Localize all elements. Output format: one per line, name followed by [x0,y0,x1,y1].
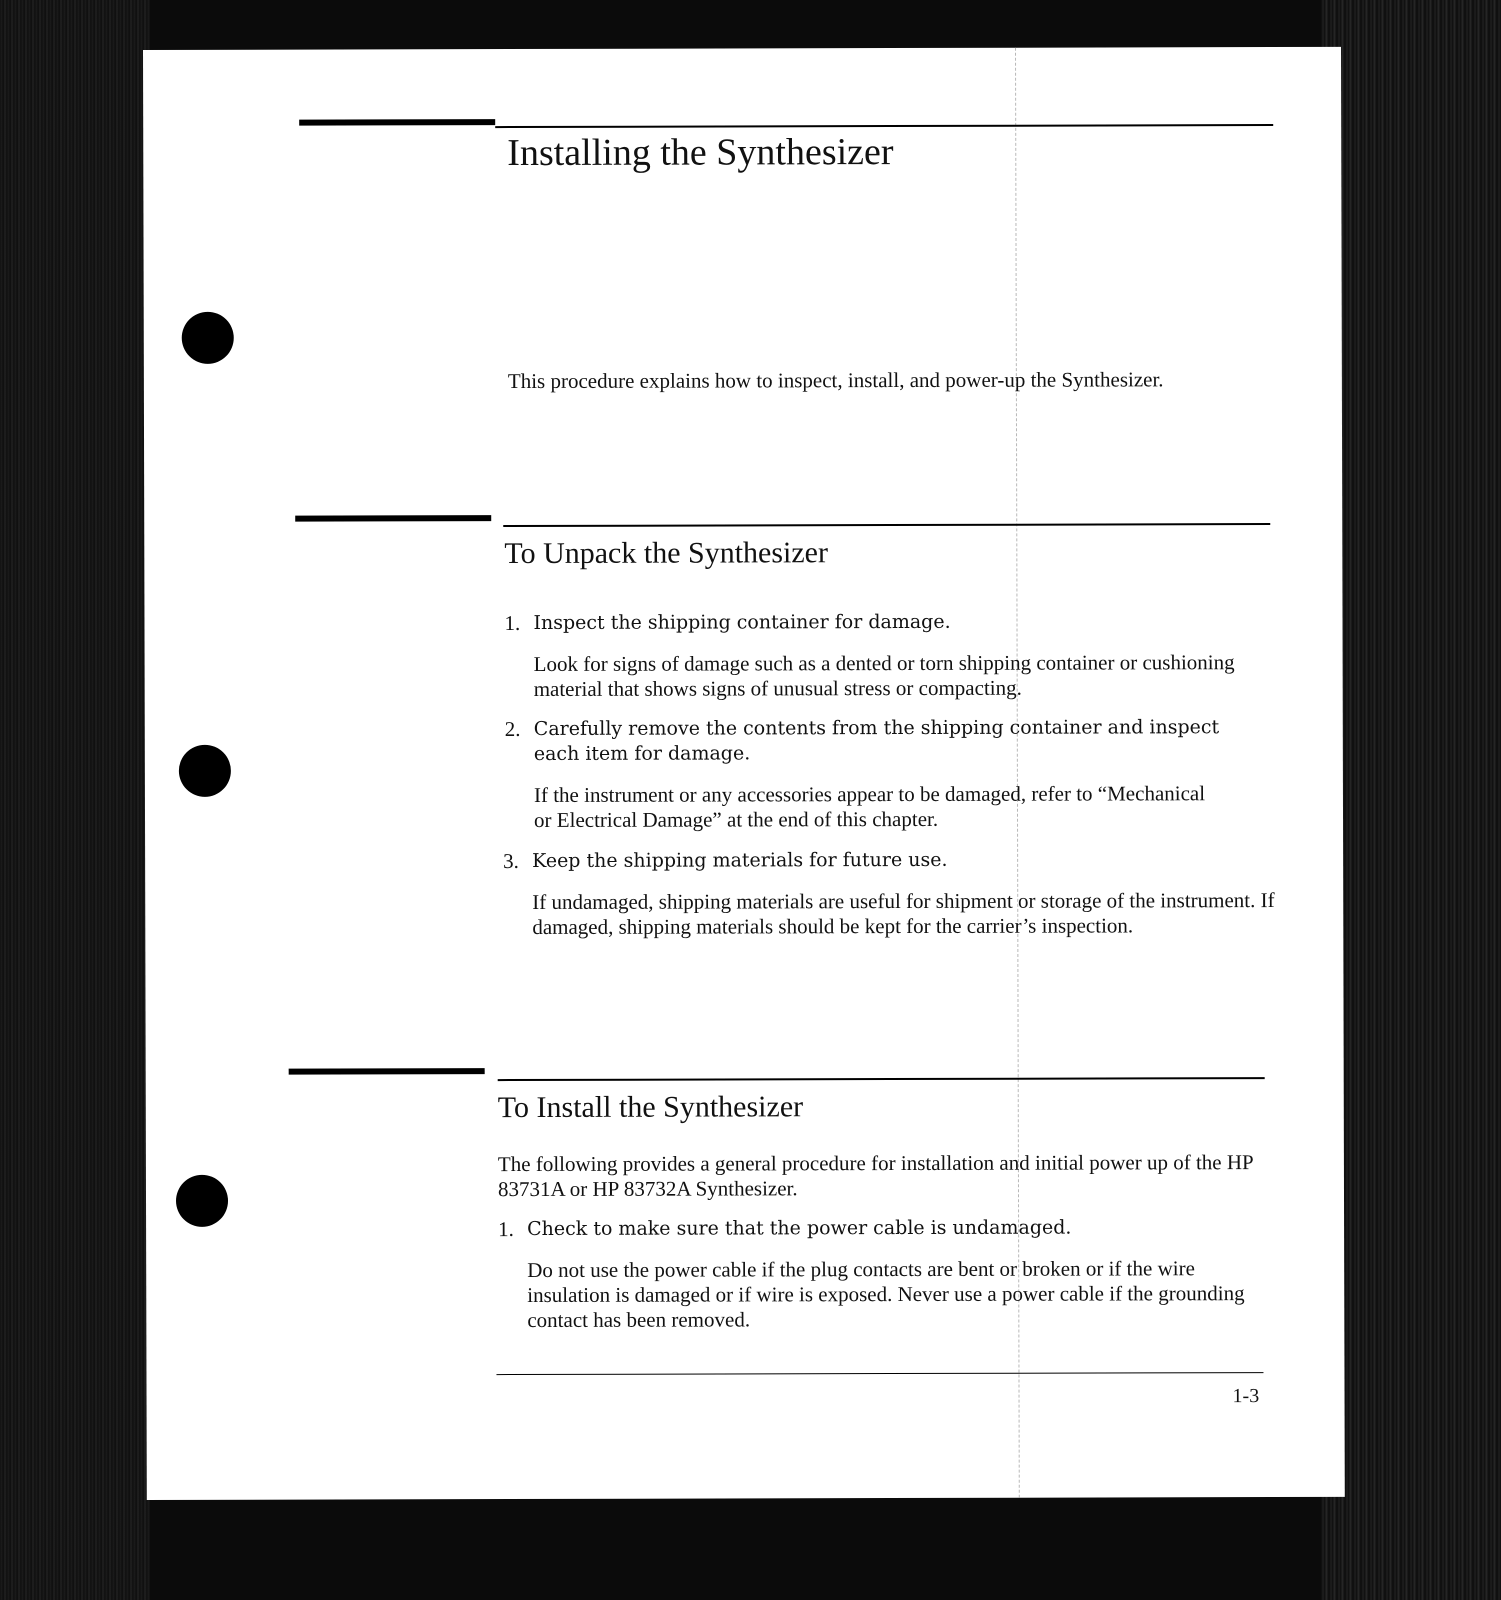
section-rule-thin-2 [503,523,1270,527]
intro-paragraph: This procedure explains how to inspect, install, and power-up the Synthesizer. [507,367,1164,394]
list-item-number: 1. [498,1217,514,1242]
page-title: Installing the Synthesizer [507,131,894,175]
list-item [504,715,1275,832]
list-item-title: Carefully remove the contents from the shipping container and inspect each item for damage. [533,716,1220,765]
install-intro-paragraph: The following provides a general procedure for installation and initial power up of the HP 83731A or HP 83732A Synthesizer. [497,1150,1253,1202]
list-item-number: 1. [504,611,521,636]
list-item-detail: If undamaged, shipping materials are useful for shipment or storage of the instrument. If damaged, shipping materials should be kept for the carrier’s inspection. [532,888,1275,939]
scan-edge-left [0,0,150,1600]
list-item-detail: Do not use the power cable if the plug contacts are bent or broken or if the wire insulation is damaged or if wire is exposed. Never use a power cable if the grounding contact has been removed. [527,1256,1245,1332]
punch-hole-middle [179,745,231,797]
list-item [503,847,1275,939]
section-rule-thin-1 [495,124,1273,128]
list-item-detail: If the instrument or any accessories appear to be damaged, refer to “Mechanical or Electrical Damage” at the end of this chapter. [533,781,1206,832]
page-number: 1-3 [1232,1385,1260,1408]
list-item-title: Check to make sure that the power cable is undamaged. [527,1216,1072,1240]
punch-hole-bottom [176,1175,228,1227]
section-title-install: To Install the Synthesizer [497,1090,804,1125]
list-item-detail: Look for signs of damage such as a dented or torn shipping container or cushioning material that shows signs of unusual stress or compacting. [533,650,1235,701]
list-item-number: 3. [503,849,519,874]
list-item [504,609,1274,701]
punch-hole-top [182,312,234,364]
section-rule-thick-2 [295,515,491,522]
scan-edge-right [1321,0,1501,1600]
list-item-title: Keep the shipping materials for future use. [532,848,948,872]
section-rule-thin-3 [498,1077,1265,1081]
section-rule-thick-1 [299,119,495,126]
list-item [498,1215,1268,1332]
list-item-title: Inspect the shipping container for damage. [533,610,951,634]
section-rule-thick-3 [289,1068,485,1075]
document-page [143,47,1345,1500]
section-title-unpack: To Unpack the Synthesizer [504,536,829,571]
footer-rule [496,1372,1263,1375]
list-item-number: 2. [504,717,521,742]
